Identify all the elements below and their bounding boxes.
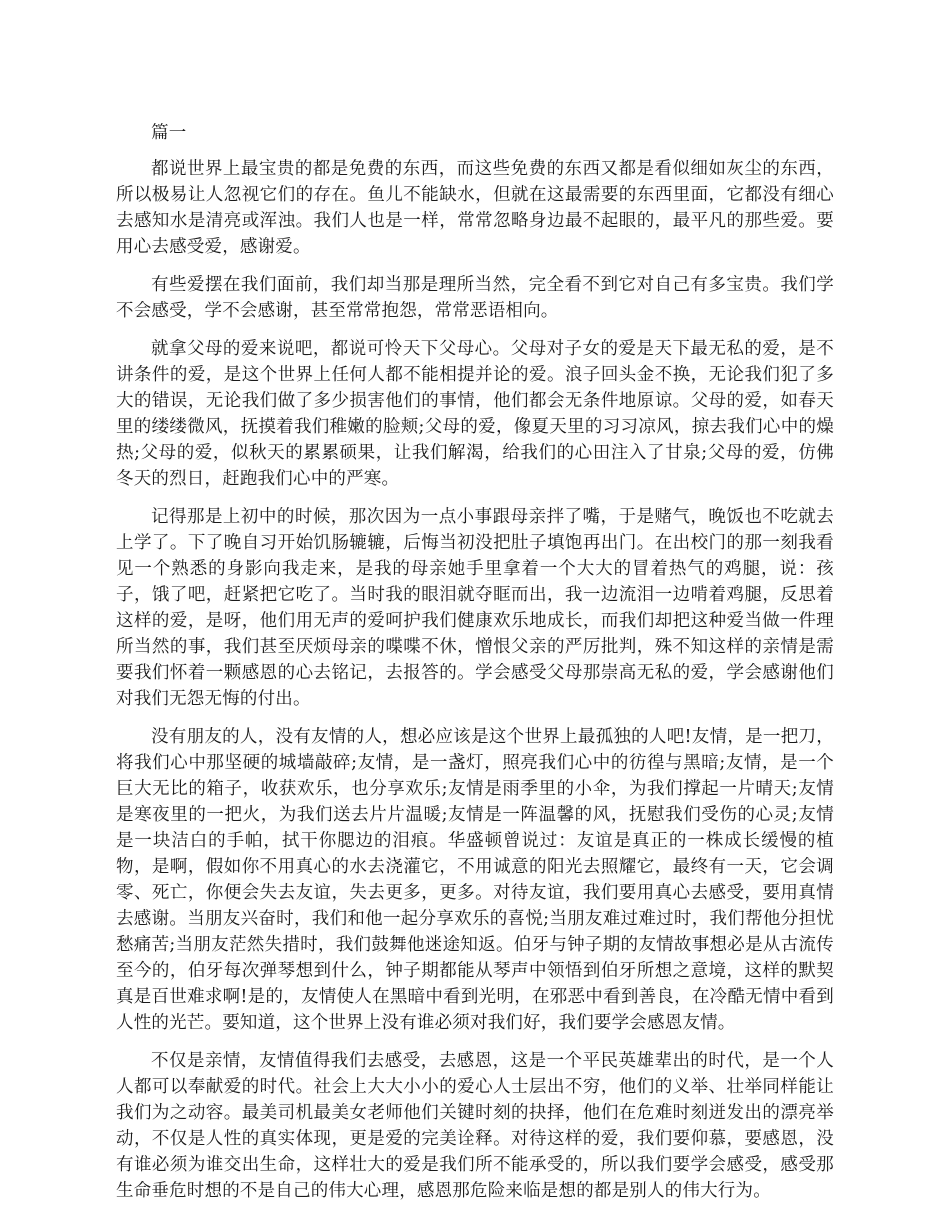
section-heading: 篇一 — [151, 123, 187, 143]
paragraph-1: 都说世界上最宝贵的都是免费的东西，而这些免费的东西又都是看似细如灰尘的东西，所以极易让人忽视它们的存在。鱼儿不能缺水，但就在这最需要的东西里面，它都没有细心去感知水是清亮或浑浊。我们人也是一样，常常忽略身边最不起眼的，最平凡的那些爱。要用心去感受爱，感谢爱。 — [116, 159, 834, 257]
paragraph-4: 记得那是上初中的时候，那次因为一点小事跟母亲拌了嘴，于是赌气，晚饭也不吃就去上学了。下了晚自习开始饥肠辘辘，后悔当初没把肚子填饱再出门。在出校门的那一刻我看见一个熟悉的身影向我走来，是我的母亲她手里拿着一个大大的冒着热气的鸡腿，说：孩子，饿了吧，赶紧把它吃了。当时我的眼泪就夺眶而出，我一边流泪一边啃着鸡腿，反思着这样的爱，是呀，他们用无声的爱呵护我们健康欢乐地成长，而我们却把这种爱当做一件理所当然的事，我们甚至厌烦母亲的喋喋不休，憎恨父亲的严厉批判，殊不知这样的亲情是需要我们怀着一颗感恩的心去铭记，去报答的。学会感受父母那崇高无私的爱，学会感谢他们对我们无怨无悔的付出。 — [116, 507, 834, 709]
paragraph-2: 有些爱摆在我们面前，我们却当那是理所当然，完全看不到它对自己有多宝贵。我们学不会感受，学不会感谢，甚至常常抱怨，常常恶语相向。 — [116, 275, 834, 321]
paragraph-5: 没有朋友的人，没有友情的人，想必应该是这个世界上最孤独的人吧!友情，是一把刀，将我们心中那坚硬的城墙敲碎;友情，是一盏灯，照亮我们心中的彷徨与黑暗;友情，是一个巨大无比的箱子，收获欢乐，也分享欢乐;友情是雨季里的小伞，为我们撑起一片晴天;友情是寒夜里的一把火，为我们送去片片温暖;友情是一阵温馨的风，抚慰我们受伤的心灵;友情是一块洁白的手帕，拭干你腮边的泪痕。华盛顿曾说过：友谊是真正的一株成长缓慢的植物，是啊，假如你不用真心的水去浇灌它，不用诚意的阳光去照耀它，最终有一天，它会调零、死亡，你便会失去友谊，失去更多，更多。对待友谊，我们要用真心去感受，要用真情去感谢。当朋友兴奋时，我们和他一起分享欢乐的喜悦;当朋友难过难过时，我们帮他分担忧愁痛苦;当朋友茫然失措时，我们鼓舞他迷途知返。伯牙与钟子期的友情故事想必是从古流传至今的，伯牙每次弹琴想到什么，钟子期都能从琴声中领悟到伯牙所想之意境，这样的默契真是百世难求啊!是的，友情使人在黑暗中看到光明，在邪恶中看到善良，在冷酷无情中看到人性的光芒。要知道，这个世界上没有谁必须对我们好，我们要学会感恩友情。 — [116, 727, 834, 1033]
paragraph-3: 就拿父母的爱来说吧，都说可怜天下父母心。父母对子女的爱是天下最无私的爱，是不讲条件的爱，是这个世界上任何人都不能相提并论的爱。浪子回头金不换，无论我们犯了多大的错误，无论我们做了多少损害他们的事情，他们都会无条件地原谅。父母的爱，如春天里的缕缕微风，抚摸着我们稚嫩的脸颊;父母的爱，像夏天里的习习凉风，掠去我们心中的燥热;父母的爱，似秋天的累累硕果，让我们解渴，给我们的心田注入了甘泉;父母的爱，仿佛冬天的烈日，赶跑我们心中的严寒。 — [116, 339, 834, 489]
paragraph-6: 不仅是亲情，友情值得我们去感受，去感恩，这是一个平民英雄辈出的时代，是一个人人都可以奉献爱的时代。社会上大大小小的爱心人士层出不穷，他们的义举、壮举同样能让我们为之动容。最美司机最美女老师他们关键时刻的抉择，他们在危难时刻迸发出的漂亮举动，不仅是人性的真实体现，更是爱的完美诠释。对待这样的爱，我们要仰慕，要感恩，没有谁必须为谁交出生命，这样壮大的爱是我们所不能承受的，所以我们要学会感受，感受那生命垂危时想的不是自己的伟大心理，感恩那危险来临是想的都是别人的伟大行为。 — [116, 1051, 834, 1201]
document-body — [116, 120, 834, 1216]
